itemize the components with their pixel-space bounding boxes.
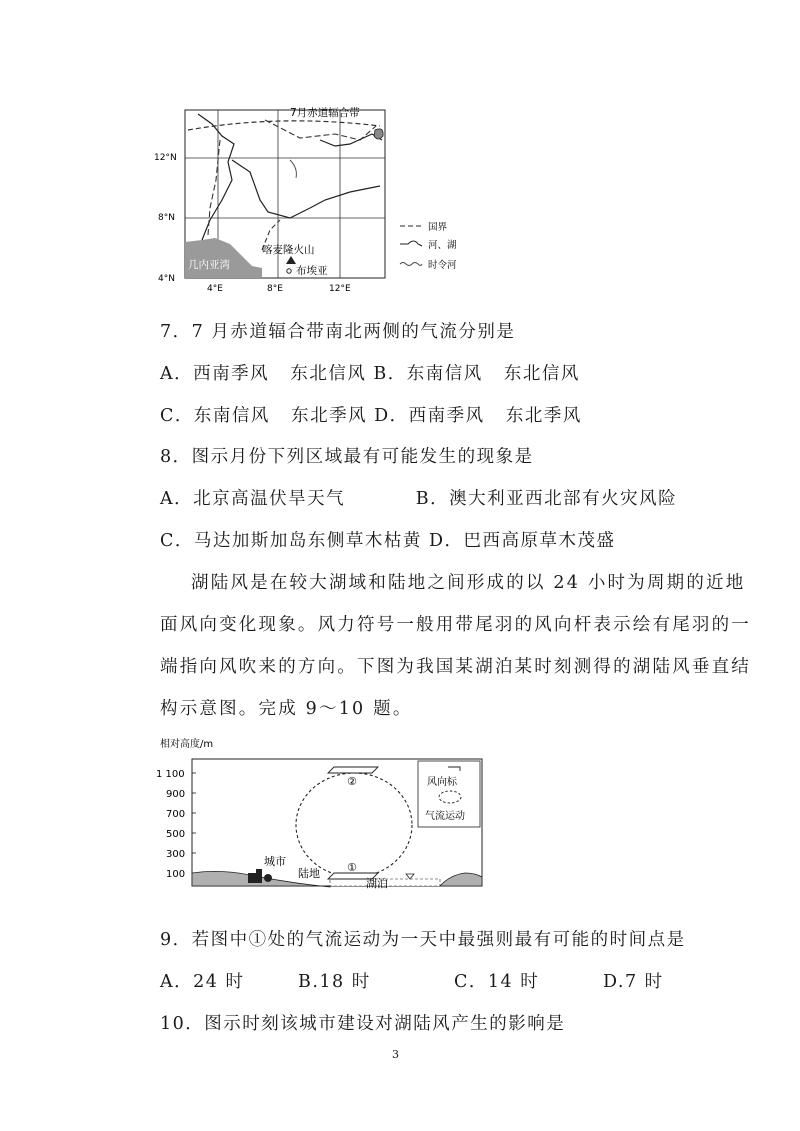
q9-option-c: C．14 时: [454, 972, 540, 992]
q7-options-1: A．西南季风 东北信风 B．东南信风 东北信风: [160, 364, 580, 384]
q9-stem: 9．若图中①处的气流运动为一天中最强则最有可能的时间点是: [160, 930, 686, 950]
q8-options-2: C．马达加斯加岛东侧草木枯黄 D．巴西高原草木茂盛: [160, 531, 616, 551]
legend-air-label: 气流运动: [425, 811, 465, 822]
lon-label-4: 4°E: [207, 284, 223, 294]
volcano-label: 喀麦隆火山: [262, 244, 315, 256]
lake-label: 湖泊: [366, 877, 388, 890]
q7-options-2: C．东南信风 东北季风 D．西南季风 东北季风: [160, 406, 582, 426]
q9-option-a: A．24 时: [160, 972, 245, 992]
passage-line-1: 湖陆风是在较大湖域和陆地之间形成的以 24 小时为周期的近地: [160, 573, 746, 593]
city-label: 布埃亚: [296, 265, 328, 277]
legend-seasonal-river: 时令河: [428, 260, 457, 271]
ytick-300: 300: [166, 849, 186, 860]
lat-label-8: 8°N: [158, 213, 175, 223]
legend-wind-label: 风向标: [427, 777, 457, 788]
q10-stem: 10．图示时刻该城市建设对湖陆风产生的影响是: [160, 1014, 566, 1034]
lat-label-12: 12°N: [154, 153, 177, 163]
q7-stem: 7．7 月赤道辐合带南北两侧的气流分别是: [160, 322, 516, 342]
q9-option-d: D.7 时: [603, 972, 664, 992]
ytick-700: 700: [166, 809, 186, 820]
itcz-label: 7月赤道辐合带: [290, 107, 360, 119]
marker-2: ②: [347, 775, 357, 788]
ytick-1100: 1 100: [156, 769, 185, 780]
land-label: 陆地: [298, 867, 320, 880]
map-figure: [150, 100, 510, 295]
passage-line-4: 构示意图。完成 9～10 题。: [160, 699, 413, 719]
legend-border: 国界: [428, 222, 448, 233]
lake: [374, 129, 383, 139]
ytick-500: 500: [166, 829, 186, 840]
ytick-100: 100: [166, 869, 186, 880]
city-label: 城市: [264, 855, 286, 868]
diagram-ylabel: 相对高度/m: [160, 739, 214, 750]
wind-vane-top: [328, 767, 378, 773]
q8-options-1: A．北京高温伏旱天气 B．澳大利亚西北部有火灾风险: [160, 489, 678, 509]
passage-line-3: 端指向风吹来的方向。下图为我国某湖泊某时刻测得的湖陆风垂直结: [160, 657, 751, 677]
legend-river-lake: 河、湖: [428, 240, 457, 251]
ytick-900: 900: [166, 789, 186, 800]
lake-breeze-diagram: [150, 735, 500, 895]
passage-line-2: 面风向变化现象。风力符号一般用带尾羽的风向杆表示绘有尾羽的一: [160, 615, 751, 635]
lon-label-8: 8°E: [267, 284, 283, 294]
page-number: 3: [392, 1048, 399, 1061]
q9-option-b: B.18 时: [298, 972, 371, 992]
marker-1: ①: [347, 861, 357, 874]
lat-label-4: 4°N: [158, 274, 175, 284]
map-legend: [400, 222, 457, 271]
gulf-label: 几内亚湾: [188, 259, 230, 271]
lon-label-12: 12°E: [329, 284, 351, 294]
q8-stem: 8．图示月份下列区域最有可能发生的现象是: [160, 447, 534, 467]
